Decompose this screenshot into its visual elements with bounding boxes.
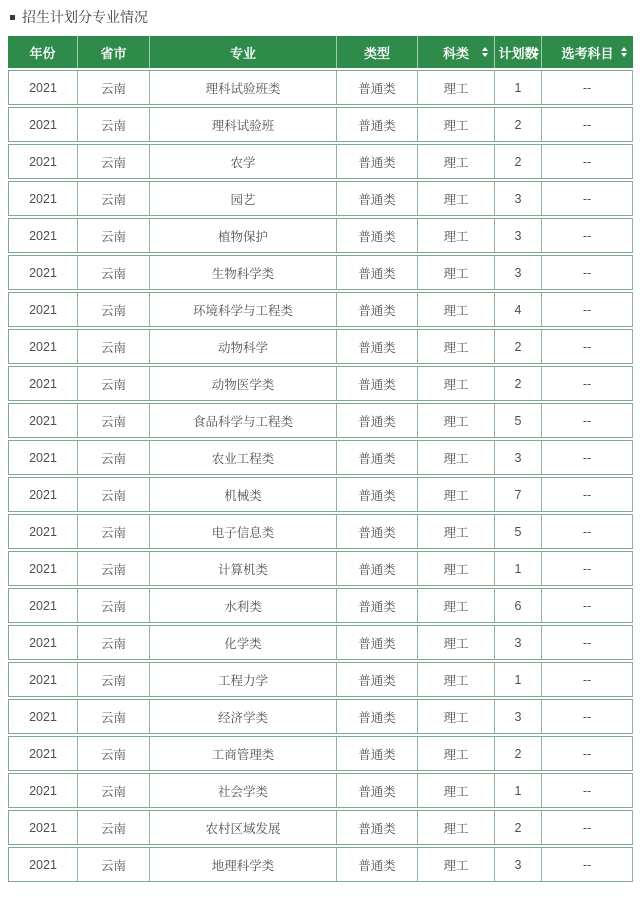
cell-subject: 理工 (418, 773, 495, 808)
table-row (8, 551, 633, 586)
cell-year: 2021 (8, 699, 78, 734)
cell-province: 云南 (78, 514, 150, 549)
cell-type: 普通类 (337, 292, 418, 327)
column-header-province (78, 36, 150, 68)
cell-province: 云南 (78, 551, 150, 586)
cell-major: 工程力学 (150, 662, 337, 697)
cell-subject: 理工 (418, 218, 495, 253)
cell-exam: -- (542, 551, 633, 586)
cell-type: 普通类 (337, 403, 418, 438)
cell-plan: 2 (495, 329, 542, 364)
cell-plan: 6 (495, 588, 542, 623)
table-row (8, 736, 633, 771)
cell-province: 云南 (78, 107, 150, 142)
table-row (8, 699, 633, 734)
cell-province: 云南 (78, 292, 150, 327)
cell-province: 云南 (78, 144, 150, 179)
cell-year: 2021 (8, 810, 78, 845)
cell-province: 云南 (78, 181, 150, 216)
cell-type: 普通类 (337, 662, 418, 697)
cell-plan: 1 (495, 773, 542, 808)
cell-type: 普通类 (337, 255, 418, 290)
cell-exam: -- (542, 736, 633, 771)
cell-province: 云南 (78, 588, 150, 623)
table-row (8, 70, 633, 105)
cell-province: 云南 (78, 218, 150, 253)
cell-subject: 理工 (418, 70, 495, 105)
column-header-label: 省市 (100, 45, 127, 61)
cell-plan: 2 (495, 144, 542, 179)
cell-subject: 理工 (418, 588, 495, 623)
cell-exam: -- (542, 514, 633, 549)
cell-type: 普通类 (337, 477, 418, 512)
column-header-label: 选考科目 (561, 45, 614, 61)
column-header-exam[interactable] (542, 36, 633, 68)
cell-plan: 1 (495, 70, 542, 105)
cell-exam: -- (542, 255, 633, 290)
cell-year: 2021 (8, 292, 78, 327)
cell-type: 普通类 (337, 810, 418, 845)
cell-major: 食品科学与工程类 (150, 403, 337, 438)
table-row (8, 255, 633, 290)
cell-type: 普通类 (337, 514, 418, 549)
cell-type: 普通类 (337, 329, 418, 364)
table-row (8, 588, 633, 623)
cell-type: 普通类 (337, 773, 418, 808)
column-header-year (8, 36, 78, 68)
cell-subject: 理工 (418, 625, 495, 660)
cell-major: 农业工程类 (150, 440, 337, 475)
cell-province: 云南 (78, 736, 150, 771)
cell-type: 普通类 (337, 847, 418, 882)
cell-type: 普通类 (337, 366, 418, 401)
table-row (8, 366, 633, 401)
table-row (8, 403, 633, 438)
cell-major: 农村区域发展 (150, 810, 337, 845)
cell-province: 云南 (78, 847, 150, 882)
cell-major: 社会学类 (150, 773, 337, 808)
cell-major: 工商管理类 (150, 736, 337, 771)
column-header-plan[interactable] (495, 36, 542, 68)
cell-exam: -- (542, 810, 633, 845)
cell-exam: -- (542, 403, 633, 438)
section-title (10, 7, 148, 27)
cell-major: 理科试验班 (150, 107, 337, 142)
cell-major: 经济学类 (150, 699, 337, 734)
cell-year: 2021 (8, 403, 78, 438)
cell-exam: -- (542, 366, 633, 401)
cell-plan: 1 (495, 551, 542, 586)
cell-subject: 理工 (418, 403, 495, 438)
cell-major: 计算机类 (150, 551, 337, 586)
cell-type: 普通类 (337, 144, 418, 179)
cell-year: 2021 (8, 662, 78, 697)
cell-plan: 2 (495, 736, 542, 771)
cell-year: 2021 (8, 551, 78, 586)
cell-exam: -- (542, 625, 633, 660)
cell-major: 环境科学与工程类 (150, 292, 337, 327)
cell-type: 普通类 (337, 699, 418, 734)
cell-subject: 理工 (418, 440, 495, 475)
cell-exam: -- (542, 477, 633, 512)
cell-plan: 3 (495, 699, 542, 734)
table-row (8, 810, 633, 845)
cell-year: 2021 (8, 477, 78, 512)
cell-major: 园艺 (150, 181, 337, 216)
cell-exam: -- (542, 847, 633, 882)
cell-type: 普通类 (337, 625, 418, 660)
cell-subject: 理工 (418, 366, 495, 401)
cell-subject: 理工 (418, 736, 495, 771)
column-header-major (150, 36, 337, 68)
cell-exam: -- (542, 699, 633, 734)
cell-year: 2021 (8, 70, 78, 105)
cell-exam: -- (542, 329, 633, 364)
cell-plan: 3 (495, 625, 542, 660)
cell-province: 云南 (78, 329, 150, 364)
cell-plan: 2 (495, 810, 542, 845)
cell-exam: -- (542, 773, 633, 808)
cell-subject: 理工 (418, 329, 495, 364)
cell-type: 普通类 (337, 107, 418, 142)
cell-plan: 3 (495, 255, 542, 290)
cell-exam: -- (542, 440, 633, 475)
cell-major: 农学 (150, 144, 337, 179)
cell-plan: 1 (495, 662, 542, 697)
sort-updown-icon[interactable] (533, 47, 539, 57)
cell-plan: 4 (495, 292, 542, 327)
cell-year: 2021 (8, 625, 78, 660)
cell-year: 2021 (8, 847, 78, 882)
cell-exam: -- (542, 292, 633, 327)
cell-province: 云南 (78, 699, 150, 734)
cell-major: 植物保护 (150, 218, 337, 253)
table-row (8, 292, 633, 327)
table-body (8, 70, 633, 882)
cell-major: 电子信息类 (150, 514, 337, 549)
cell-major: 动物科学 (150, 329, 337, 364)
table-row (8, 847, 633, 882)
table-row (8, 514, 633, 549)
cell-province: 云南 (78, 70, 150, 105)
cell-exam: -- (542, 588, 633, 623)
cell-subject: 理工 (418, 810, 495, 845)
table-row (8, 218, 633, 253)
cell-exam: -- (542, 662, 633, 697)
cell-type: 普通类 (337, 440, 418, 475)
cell-type: 普通类 (337, 588, 418, 623)
sort-updown-icon[interactable] (482, 47, 488, 57)
cell-major: 机械类 (150, 477, 337, 512)
cell-year: 2021 (8, 773, 78, 808)
cell-type: 普通类 (337, 70, 418, 105)
table-row (8, 625, 633, 660)
table-row (8, 440, 633, 475)
cell-plan: 3 (495, 181, 542, 216)
square-bullet-icon (10, 15, 15, 20)
enrollment-plan-table (8, 34, 633, 884)
cell-province: 云南 (78, 366, 150, 401)
cell-province: 云南 (78, 773, 150, 808)
cell-year: 2021 (8, 440, 78, 475)
cell-province: 云南 (78, 662, 150, 697)
cell-subject: 理工 (418, 477, 495, 512)
table-header (8, 36, 633, 68)
cell-year: 2021 (8, 181, 78, 216)
cell-subject: 理工 (418, 144, 495, 179)
cell-year: 2021 (8, 107, 78, 142)
cell-province: 云南 (78, 810, 150, 845)
cell-subject: 理工 (418, 255, 495, 290)
cell-subject: 理工 (418, 699, 495, 734)
cell-type: 普通类 (337, 181, 418, 216)
cell-subject: 理工 (418, 292, 495, 327)
cell-exam: -- (542, 107, 633, 142)
table-row (8, 329, 633, 364)
table-row (8, 107, 633, 142)
cell-subject: 理工 (418, 181, 495, 216)
cell-year: 2021 (8, 588, 78, 623)
sort-updown-icon[interactable] (621, 47, 627, 57)
cell-exam: -- (542, 181, 633, 216)
cell-type: 普通类 (337, 736, 418, 771)
cell-province: 云南 (78, 255, 150, 290)
column-header-label: 计划数 (498, 45, 538, 61)
column-header-type (337, 36, 418, 68)
cell-province: 云南 (78, 477, 150, 512)
cell-plan: 5 (495, 514, 542, 549)
cell-plan: 5 (495, 403, 542, 438)
table-row (8, 181, 633, 216)
table-row (8, 477, 633, 512)
cell-major: 水利类 (150, 588, 337, 623)
cell-year: 2021 (8, 144, 78, 179)
cell-plan: 3 (495, 218, 542, 253)
cell-exam: -- (542, 144, 633, 179)
cell-province: 云南 (78, 403, 150, 438)
cell-type: 普通类 (337, 551, 418, 586)
cell-major: 化学类 (150, 625, 337, 660)
table-row (8, 773, 633, 808)
cell-subject: 理工 (418, 847, 495, 882)
table-row (8, 662, 633, 697)
cell-province: 云南 (78, 440, 150, 475)
cell-major: 理科试验班类 (150, 70, 337, 105)
column-header-label: 年份 (29, 45, 56, 61)
table-row (8, 144, 633, 179)
cell-year: 2021 (8, 366, 78, 401)
column-header-label: 科类 (442, 45, 469, 61)
cell-plan: 2 (495, 107, 542, 142)
cell-year: 2021 (8, 218, 78, 253)
cell-plan: 3 (495, 440, 542, 475)
cell-subject: 理工 (418, 662, 495, 697)
cell-subject: 理工 (418, 551, 495, 586)
column-header-subject[interactable] (418, 36, 495, 68)
cell-major: 动物医学类 (150, 366, 337, 401)
cell-exam: -- (542, 218, 633, 253)
cell-subject: 理工 (418, 107, 495, 142)
column-header-label: 专业 (229, 45, 256, 61)
cell-year: 2021 (8, 255, 78, 290)
cell-exam: -- (542, 70, 633, 105)
cell-plan: 2 (495, 366, 542, 401)
cell-year: 2021 (8, 736, 78, 771)
cell-subject: 理工 (418, 514, 495, 549)
cell-year: 2021 (8, 514, 78, 549)
cell-year: 2021 (8, 329, 78, 364)
section-title-text: 招生计划分专业情况 (22, 9, 148, 25)
cell-plan: 7 (495, 477, 542, 512)
cell-type: 普通类 (337, 218, 418, 253)
cell-major: 地理科学类 (150, 847, 337, 882)
cell-province: 云南 (78, 625, 150, 660)
column-header-label: 类型 (363, 45, 390, 61)
cell-major: 生物科学类 (150, 255, 337, 290)
cell-plan: 3 (495, 847, 542, 882)
